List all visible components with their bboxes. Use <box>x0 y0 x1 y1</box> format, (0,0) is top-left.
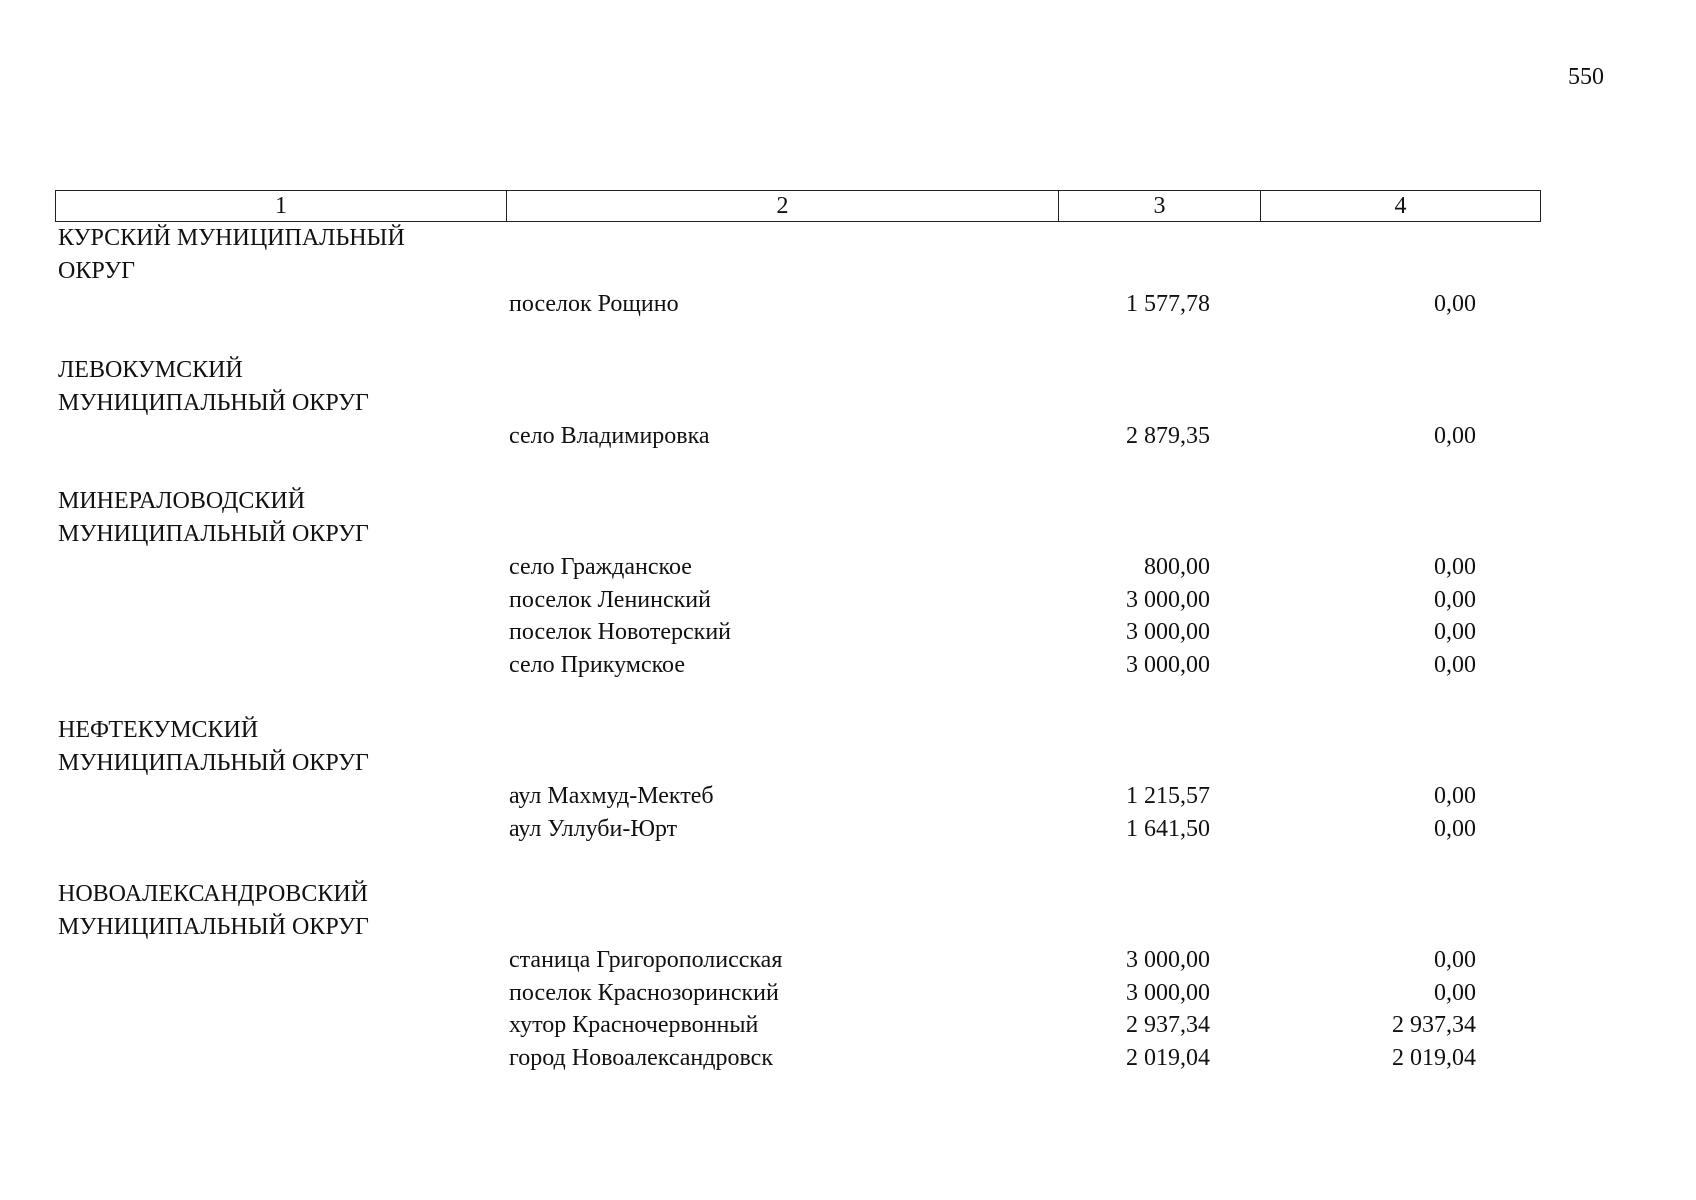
settlement-name: поселок Новотерский <box>509 619 731 645</box>
value-col-4: 0,00 <box>1434 947 1476 973</box>
value-col-4: 2 019,04 <box>1392 1044 1476 1071</box>
settlement-name: поселок Ленинский <box>509 586 711 613</box>
district-section <box>58 714 1518 845</box>
table-body <box>58 222 1518 1107</box>
value-col-4: 0,00 <box>1434 291 1476 317</box>
value-col-4: 0,00 <box>1434 619 1476 645</box>
district-section <box>58 222 1518 321</box>
value-col-4: 0,00 <box>1434 554 1476 580</box>
district-name: МИНЕРАЛОВОДСКИЙ МУНИЦИПАЛЬНЫЙ ОКРУГ <box>58 488 369 547</box>
table-header-col-3: 3 <box>1059 191 1261 221</box>
value-col-4: 2 937,34 <box>1392 1012 1476 1038</box>
table-row <box>58 780 1518 813</box>
table-header-col-1: 1 <box>56 191 507 221</box>
district-section <box>58 485 1518 681</box>
table-row <box>58 616 1518 649</box>
district-name: ЛЕВОКУМСКИЙ МУНИЦИПАЛЬНЫЙ ОКРУГ <box>58 356 369 416</box>
value-col-3: 2 019,04 <box>1126 1044 1210 1071</box>
table-header-col-2: 2 <box>507 191 1059 221</box>
value-col-4: 0,00 <box>1434 651 1476 678</box>
value-col-4: 0,00 <box>1434 815 1476 842</box>
value-col-3: 1 641,50 <box>1126 815 1210 842</box>
value-col-3: 3 000,00 <box>1126 651 1210 678</box>
value-col-3: 800,00 <box>1144 554 1210 580</box>
settlement-name: станица Григорополисская <box>509 947 783 973</box>
table-row <box>58 977 1518 1010</box>
value-col-3: 1 577,78 <box>1126 291 1210 317</box>
settlement-name: город Новоалександровск <box>509 1044 773 1071</box>
value-col-4: 0,00 <box>1434 422 1476 449</box>
table-row <box>58 649 1518 682</box>
settlement-name: село Владимировка <box>509 422 710 449</box>
district-section <box>58 878 1518 1074</box>
settlement-name: поселок Краснозоринский <box>509 979 779 1006</box>
settlement-name: аул Уллуби-Юрт <box>509 815 678 842</box>
table-row <box>58 813 1518 846</box>
page-number: 550 <box>1568 64 1604 90</box>
settlement-name: село Гражданское <box>509 554 692 580</box>
value-col-4: 0,00 <box>1434 783 1476 809</box>
value-col-3: 2 937,34 <box>1126 1012 1210 1038</box>
district-name: НЕФТЕКУМСКИЙ МУНИЦИПАЛЬНЫЙ ОКРУГ <box>58 717 369 776</box>
table-row <box>58 944 1518 977</box>
value-col-3: 2 879,35 <box>1126 422 1210 449</box>
table-row <box>58 551 1518 584</box>
settlement-name: аул Махмуд-Мектеб <box>509 783 714 809</box>
settlement-name: поселок Рощино <box>509 291 679 317</box>
value-col-3: 1 215,57 <box>1126 783 1210 809</box>
value-col-3: 3 000,00 <box>1126 586 1210 613</box>
value-col-3: 3 000,00 <box>1126 979 1210 1006</box>
table-row <box>58 1009 1518 1042</box>
value-col-4: 0,00 <box>1434 586 1476 613</box>
table-header-row <box>55 190 1541 222</box>
table-row <box>58 584 1518 617</box>
district-section <box>58 354 1518 453</box>
district-name: НОВОАЛЕКСАНДРОВСКИЙ МУНИЦИПАЛЬНЫЙ ОКРУГ <box>58 881 369 940</box>
value-col-3: 3 000,00 <box>1126 947 1210 973</box>
table-row <box>58 288 1518 321</box>
district-name: КУРСКИЙ МУНИЦИПАЛЬНЫЙ ОКРУГ <box>58 225 405 284</box>
settlement-name: хутор Красночервонный <box>509 1012 759 1038</box>
table-row <box>58 1042 1518 1075</box>
table-row <box>58 420 1518 453</box>
value-col-3: 3 000,00 <box>1126 619 1210 645</box>
value-col-4: 0,00 <box>1434 979 1476 1006</box>
settlement-name: село Прикумское <box>509 651 685 678</box>
table-header-col-4: 4 <box>1394 192 1407 219</box>
